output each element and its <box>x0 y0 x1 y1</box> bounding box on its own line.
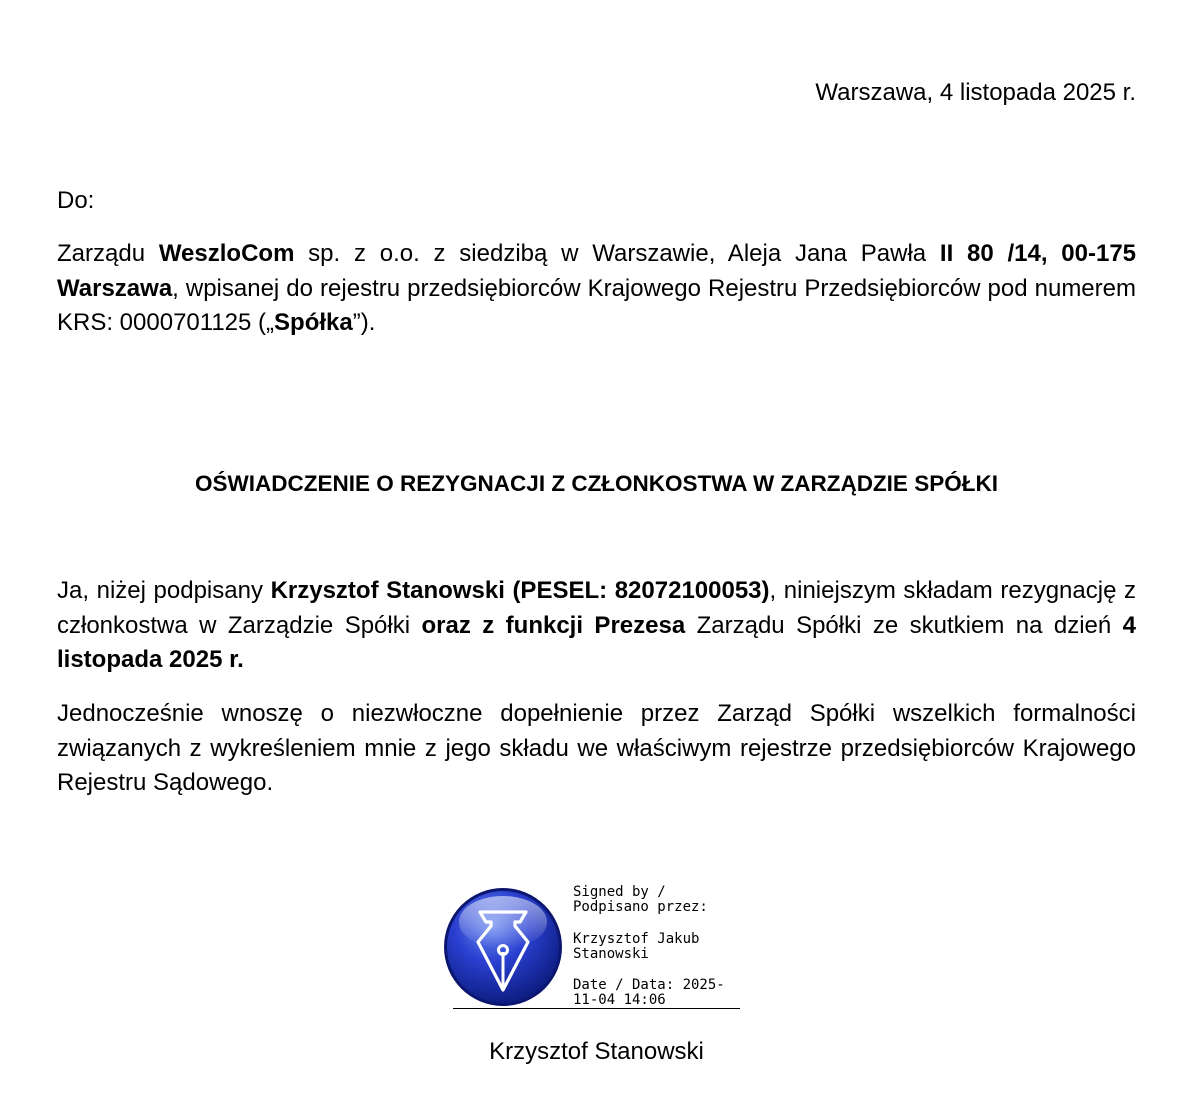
address-end: ”). <box>352 309 376 336</box>
signed-by-label-1: Signed by / <box>573 884 666 900</box>
effective-date: 4 listopada 2025 r. <box>57 611 1137 673</box>
signature-date-1: Date / Data: 2025- <box>573 977 725 993</box>
para1-part3: Zarządu Spółki ze skutkiem na dzień <box>685 611 1123 639</box>
address-mid: sp. z o.o. z siedzibą w Warszawie, Aleja Jana Pawła <box>294 240 940 267</box>
signature-line <box>453 1008 740 1009</box>
formalities-paragraph: Jednocześnie wnoszę o niezwłoczne dopełnienie przez Zarząd Spółki wszelkich formalności związanych z wykreśleniem mnie z jego składu we właściwym rejestrze przedsiębiorców Krajowego Rejestru Sądowego. <box>57 700 1136 796</box>
printed-signer-name: Krzysztof Stanowski <box>489 1038 704 1065</box>
para1-part2: , niniejszym składam rezygnację z członkostwa w Zarządzie Spółki <box>57 577 1137 639</box>
signed-by-label-2: Podpisano przez: <box>573 899 708 915</box>
function-text: oraz z funkcji Prezesa <box>421 611 686 639</box>
place-and-date: Warszawa, 4 listopada 2025 r. <box>815 79 1136 106</box>
address-number: II 80 /14, 00-175 Warszawa <box>57 240 1137 302</box>
recipient-label: Do: <box>57 187 95 214</box>
document-title: OŚWIADCZENIE O REZYGNACJI Z CZŁONKOSTWA W ZARZĄDZIE SPÓŁKI <box>195 471 998 496</box>
signature-details <box>573 885 743 1008</box>
recipient-address <box>57 237 1136 341</box>
resignation-paragraph <box>57 574 1136 678</box>
address-prefix: Zarządu <box>57 240 159 267</box>
para1-part1: Ja, niżej podpisany <box>57 577 271 604</box>
address-rest: , wpisanej do rejestru przedsiębiorców Krajowego Rejestru Przedsiębiorców pod numerem KRS: 0000701125 („ <box>57 274 1136 336</box>
company-name: WeszloCom <box>158 240 295 267</box>
signer-full-name-2: Stanowski <box>573 946 649 962</box>
defined-term: Spółka <box>274 309 353 336</box>
electronic-signature <box>440 882 750 1016</box>
signer-name-pesel: Krzysztof Stanowski (PESEL: 82072100053) <box>270 577 770 604</box>
signature-date-2: 11-04 14:06 <box>573 992 666 1008</box>
fountain-pen-nib-seal-icon <box>442 886 564 1008</box>
signer-full-name-1: Krzysztof Jakub <box>573 931 700 947</box>
